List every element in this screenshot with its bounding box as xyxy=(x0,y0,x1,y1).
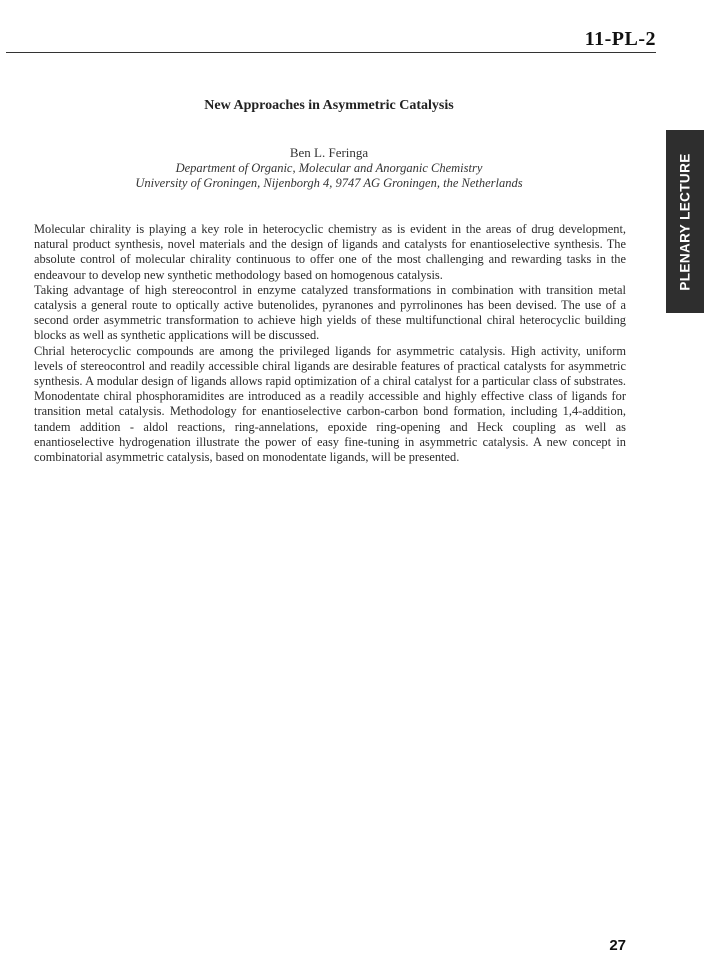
page-number: 27 xyxy=(609,937,626,954)
section-tab xyxy=(666,130,704,313)
author-affiliation-department: Department of Organic, Molecular and Anorganic Chemistry xyxy=(175,161,483,175)
article-title: New Approaches in Asymmetric Catalysis xyxy=(204,98,454,113)
author-affiliation-address: University of Groningen, Nijenborgh 4, 9747 AG Groningen, the Netherlands xyxy=(135,176,523,190)
header-rule xyxy=(6,52,656,53)
author-name: Ben L. Feringa xyxy=(289,145,369,160)
section-tab-label: PLENARY LECTURE xyxy=(677,152,693,291)
paragraph: Taking advantage of high stereocontrol in enzyme catalyzed transformations in combination with transition metal catalysis a general route to optically active butenolides, pyranones and pyrrolinones has been devised. The use of a second order asymmetric transformation to achieve high yields of these multifunctional chiral heterocyclic building blocks as well as synthetic applications will be discussed. xyxy=(34,282,626,343)
paragraph: Molecular chirality is playing a key role in heterocyclic chemistry as is evident in the areas of drug development, natural product synthesis, novel materials and the design of ligands and catalysts for enantioselective synthesis. The absolute control of molecular chirality continuous to offer one of the most challenging and rewarding tasks in the endeavour to develop new synthetic methodology based on homogenous catalysis. xyxy=(34,222,626,282)
abstract-body xyxy=(34,222,626,465)
document-code: 11-PL-2 xyxy=(584,28,656,50)
paragraph: Chrial heterocyclic compounds are among the privileged ligands for asymmetric catalysis. High activity, uniform levels of stereocontrol and readily accessible chiral ligands are desirable features of practical catalysts for asymmetric synthesis. A modular design of ligands allows rapid optimization of a chiral catalyst for a particular class of substrates. Monodentate chiral phosphoramidites are introduced as a readily accessible and highly effective class of ligands for transition metal catalysis. Methodology for enantioselective carbon-carbon bond formation, including 1,4-addition, tandem addition - aldol reactions, ring-annelations, epoxide ring-opening and Heck coupling as well as enantioselective hydrogenation illustrate the power of easy fine-tuning in asymmetric catalysis. A new concept in combinatorial asymmetric catalysis, based on monodentate ligands, will be presented. xyxy=(34,343,626,465)
